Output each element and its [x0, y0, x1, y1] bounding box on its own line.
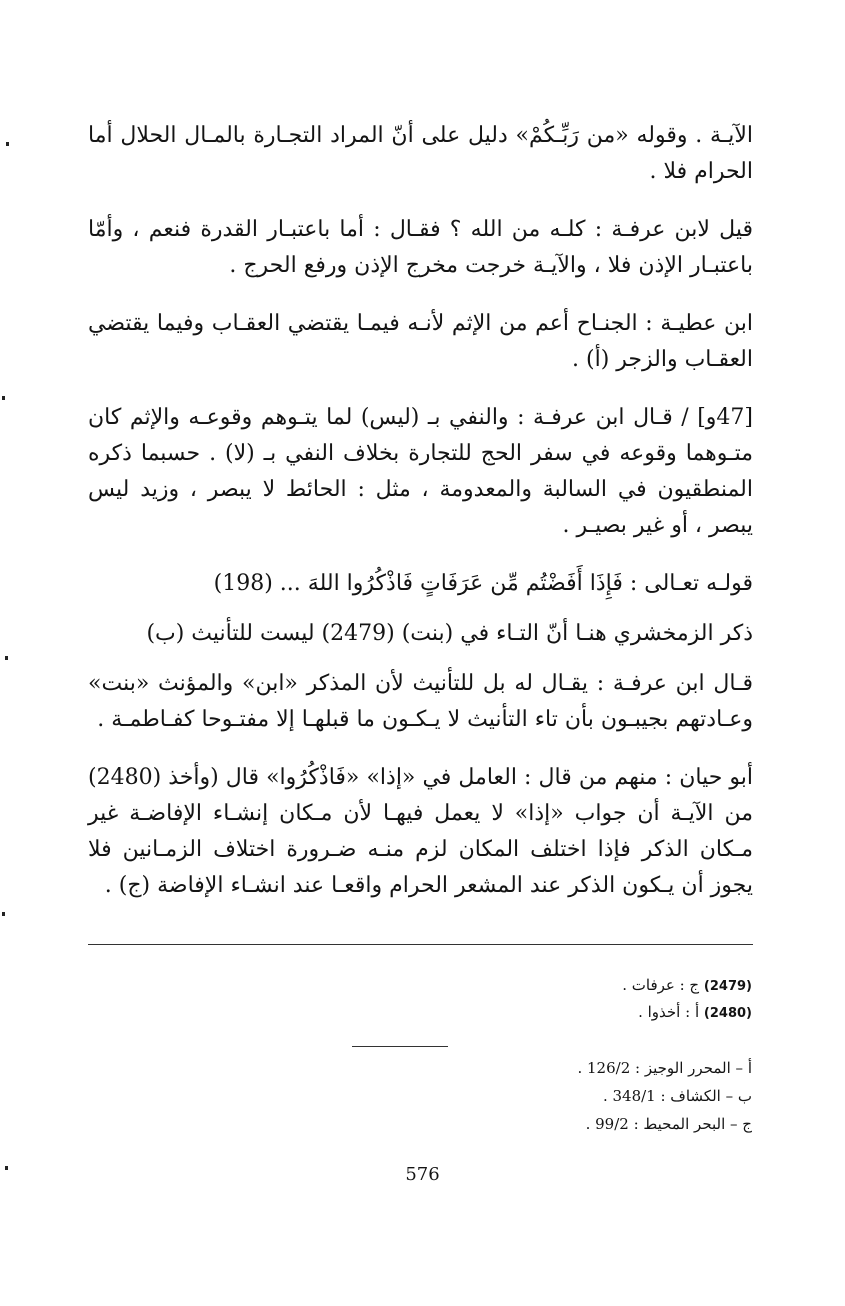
- paragraph-8: أبو حيان : منهم من قال : العامل في «إذا» «فَاذْكُرُوا» قال (وأخذ (2480) من الآيـة أن جواب «إذا» لا يعمل فيهـا لأن مـكان إنشـاء الإفاضـة غير مـكان الذكر فإذا اختلف المكان لزم منـه ضـرورة اختلاف الزمـانين فلا يجوز أن يـكون الذكر عند المشعر الحرام واقعـا عند انشـاء الإفاضة (ج) .: [88, 765, 753, 898]
- paragraph-6: ذكر الزمخشري هنـا أنّ التـاء في (بنت) (2479) ليست للتأنيث (ب): [146, 621, 753, 646]
- paragraph-4: [47و] / قـال ابن عرفـة : والنفي بـ (ليس) لما يتـوهم وقوعـه والإثم كان متـوهما وقوعه في سفر الحج للتجارة بخلاف النفي بـ (لا) . حسبما ذكره المنطقيون في السالبة والمعدومة ، مثل : الحائط لا يبصر ، وزيد ليس يبصر ، أو غير بصيـر .: [88, 405, 753, 538]
- scan-mark: [5, 1166, 8, 1170]
- page-number: 576: [405, 1164, 440, 1185]
- reference-item: ج – البحر المحيط : 99/2 .: [585, 1115, 752, 1133]
- footnote-divider: [88, 944, 753, 945]
- scan-mark: [2, 396, 5, 400]
- reference-divider: [352, 1046, 448, 1047]
- paragraph-7: قـال ابن عرفـة : يقـال له بل للتأنيث لأن المذكر «ابن» والمؤنث «بنت» وعـادتهم بجيبـون بأن تاء التأنيث لا يـكـون ما قبلهـا إلا مفتـوحا كفـاطمـة .: [88, 671, 753, 732]
- paragraph-5: قولـه تعـالى : فَإِذَا أَفَضْتُم مِّن عَرَفَاتٍ فَاذْكُرُوا اللهَ ... (198): [213, 571, 753, 596]
- main-text: [88, 118, 753, 904]
- footnote-text: أ : أخذوا .: [638, 1003, 700, 1021]
- paragraph-2: قيل لابن عرفـة : كلـه من الله ؟ فقـال : أما باعتبـار القدرة فنعم ، وأمّا باعتبـار الإذن فلا ، والآيـة خرجت مخرج الإذن ورفع الحرج .: [88, 217, 753, 278]
- scan-mark: [5, 656, 8, 660]
- paragraph-1: الآيـة . وقوله «من رَبِّـكُمْ» دليل على أنّ المراد التجـارة بالمـال الحلال أما الحرام فلا .: [88, 123, 753, 184]
- footnote-2: [638, 999, 752, 1027]
- reference-item: أ – المحرر الوجيز : 126/2 .: [577, 1059, 752, 1077]
- references-list: [577, 1054, 752, 1138]
- footnote-number: (2480): [703, 1006, 752, 1021]
- footnote-1: [622, 972, 752, 1000]
- scan-mark: [6, 142, 9, 146]
- paragraph-3: ابن عطيـة : الجنـاح أعم من الإثم لأنـه فيمـا يقتضي العقـاب وفيما يقتضي العقـاب والزجر (أ) .: [88, 311, 753, 372]
- footnote-number: (2479): [703, 979, 752, 994]
- reference-item: ب – الكشاف : 348/1 .: [602, 1087, 752, 1105]
- footnote-text: ج : عرفات .: [622, 976, 700, 994]
- scan-mark: [2, 912, 5, 916]
